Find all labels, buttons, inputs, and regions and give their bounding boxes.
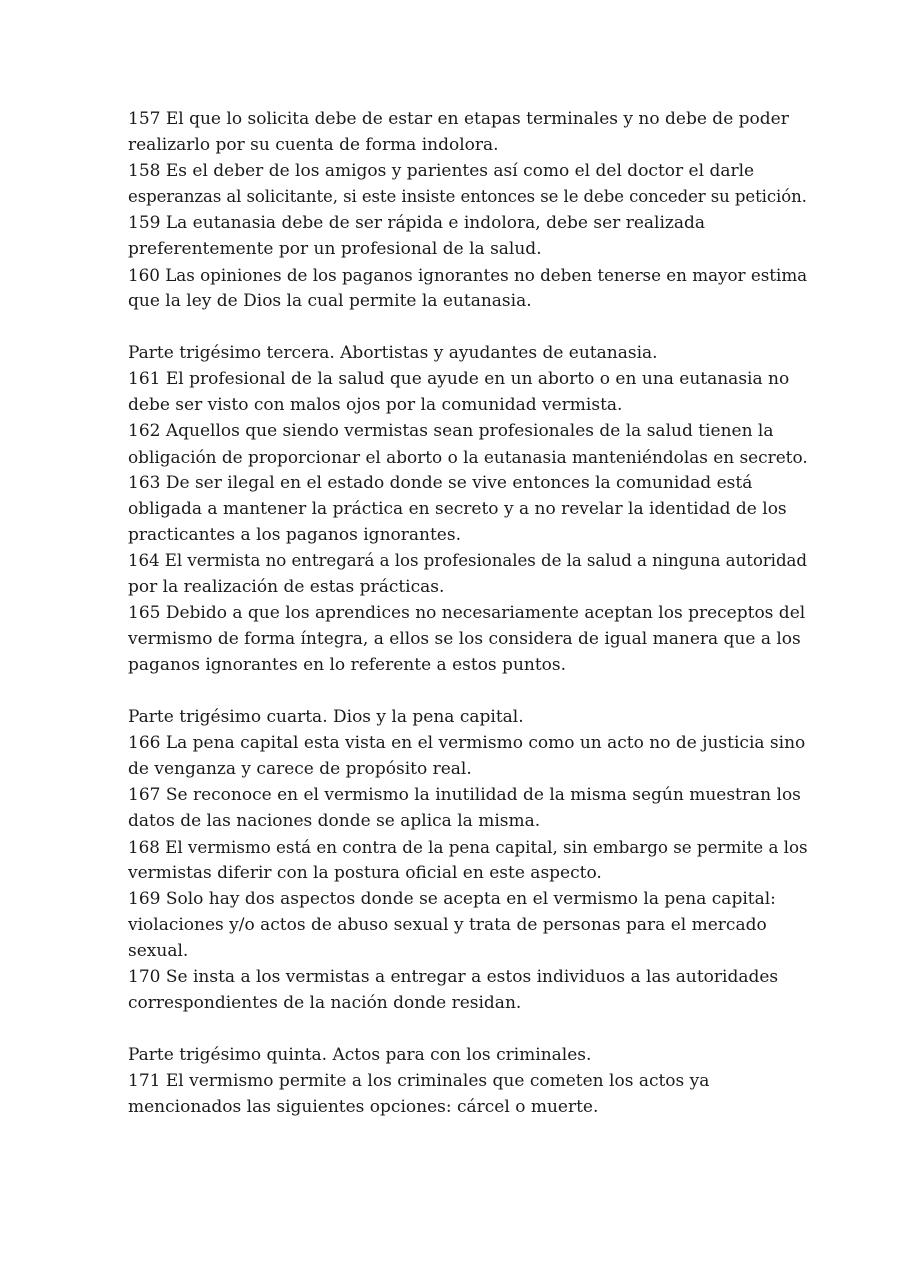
text-line: debe ser visto con malos ojos por la comunidad vermista. [128, 395, 623, 415]
text-line: 162 Aquellos que siendo vermistas sean profesionales de la salud tienen la [128, 421, 774, 441]
section-part-34 [128, 704, 808, 1016]
text-line: vermistas diferir con la postura oficial en este aspecto. [128, 863, 602, 883]
section-part-35 [128, 1042, 788, 1120]
text-line: 165 Debido a que los aprendices no necesariamente aceptan los preceptos del [128, 603, 806, 623]
text-line: que la ley de Dios la cual permite la eutanasia. [128, 291, 532, 311]
text-line: 159 La eutanasia debe de ser rápida e indolora, debe ser realizada [128, 213, 706, 233]
document-page [128, 106, 808, 1120]
text-line: 171 El vermismo permite a los criminales que cometen los actos ya [128, 1071, 710, 1091]
text-line: correspondientes de la nación donde residan. [128, 993, 522, 1013]
text-line: 170 Se insta a los vermistas a entregar a estos individuos a las autoridades [128, 967, 779, 987]
text-line: violaciones y/o actos de abuso sexual y trata de personas para el mercado [128, 915, 767, 935]
text-line: sexual. [128, 941, 189, 961]
text-line: 158 Es el deber de los amigos y parientes así como el del doctor el darle [128, 161, 755, 181]
text-line: realizarlo por su cuenta de forma indolora. [128, 135, 499, 155]
section-part-33 [128, 340, 808, 678]
section-heading: Parte trigésimo quinta. Actos para con los criminales. [128, 1045, 592, 1065]
text-line: paganos ignorantes en lo referente a estos puntos. [128, 655, 567, 675]
text-line: obligada a mantener la práctica en secreto y a no revelar la identidad de los [128, 499, 787, 519]
text-line: 160 Las opiniones de los paganos ignorantes no deben tenerse en mayor estima [128, 265, 808, 285]
text-line: 164 El vermista no entregará a los profesionales de la salud a ninguna autoridad [128, 551, 807, 570]
text-line: 166 La pena capital esta vista en el vermismo como un acto no de justicia sino [128, 733, 806, 753]
text-line: obligación de proporcionar el aborto o la eutanasia manteniéndolas en secreto. [128, 447, 808, 467]
section-heading: Parte trigésimo tercera. Abortistas y ayudantes de eutanasia. [128, 343, 658, 363]
text-line: preferentemente por un profesional de la salud. [128, 239, 542, 259]
text-line: practicantes a los paganos ignorantes. [128, 525, 461, 545]
section-euthanasia-rules [128, 106, 808, 314]
text-line: datos de las naciones donde se aplica la misma. [128, 811, 541, 831]
section-heading: Parte trigésimo cuarta. Dios y la pena capital. [128, 707, 524, 727]
text-line: mencionados las siguientes opciones: cárcel o muerte. [128, 1097, 599, 1117]
text-line: 161 El profesional de la salud que ayude en un aborto o en una eutanasia no [128, 369, 790, 389]
text-line: 163 De ser ilegal en el estado donde se vive entonces la comunidad está [128, 473, 753, 493]
text-line: esperanzas al solicitante, si este insiste entonces se le debe conceder su petición. [128, 187, 807, 206]
text-line: por la realización de estas prácticas. [128, 577, 445, 597]
text-line: vermismo de forma íntegra, a ellos se los considera de igual manera que a los [128, 629, 801, 649]
text-line: 168 El vermismo está en contra de la pena capital, sin embargo se permite a los [128, 837, 808, 857]
text-line: de venganza y carece de propósito real. [128, 759, 472, 779]
text-line: 157 El que lo solicita debe de estar en etapas terminales y no debe de poder [128, 109, 789, 129]
text-line: 169 Solo hay dos aspectos donde se acepta en el vermismo la pena capital: [128, 889, 776, 909]
text-line: 167 Se reconoce en el vermismo la inutilidad de la misma según muestran los [128, 785, 801, 805]
